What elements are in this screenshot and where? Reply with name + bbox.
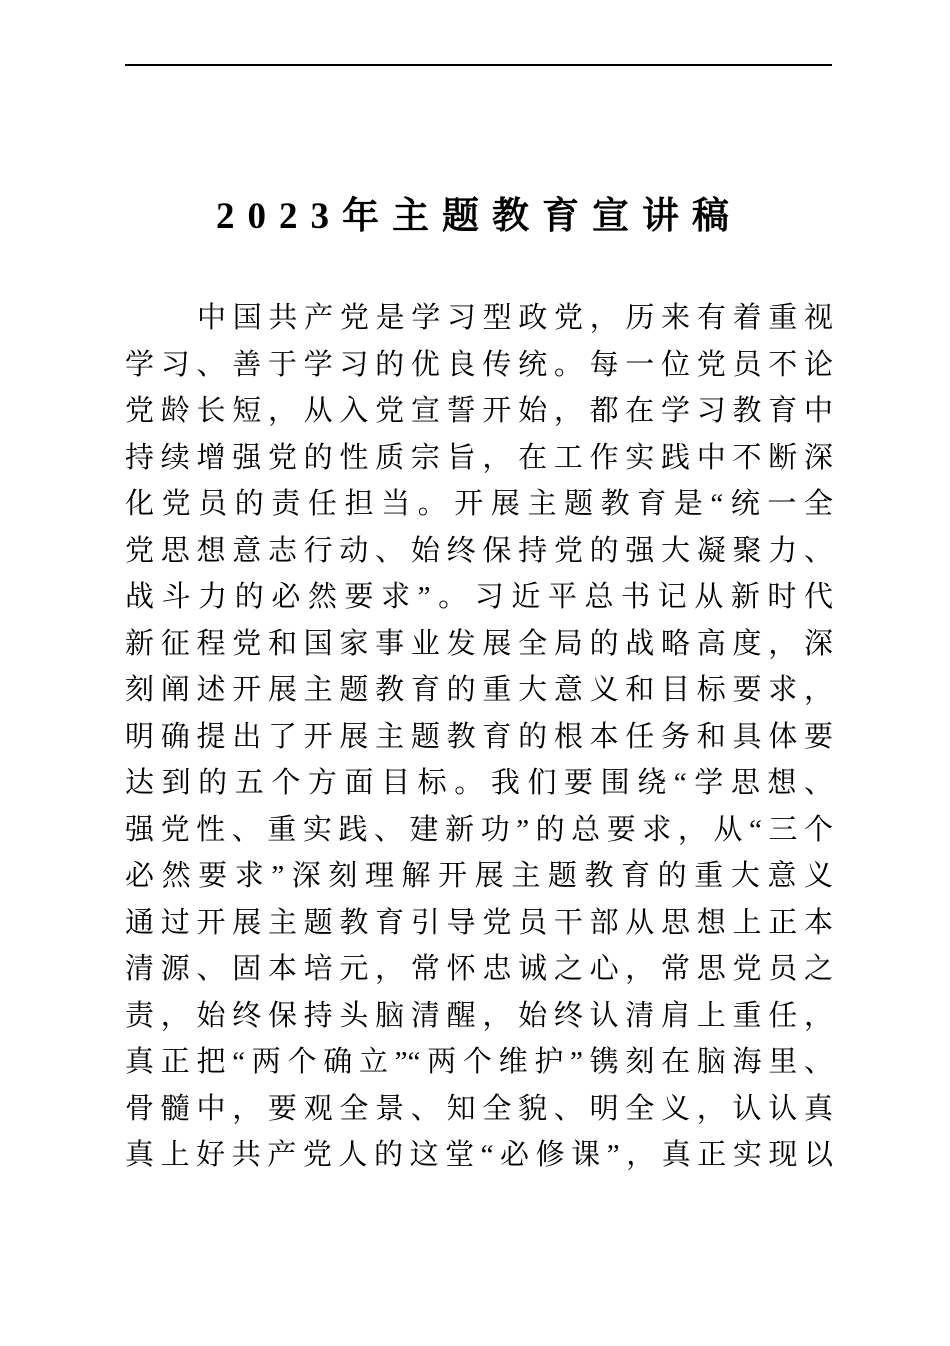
paragraph-line: 达到的五个方面目标。我们要围绕“学思想、	[125, 767, 833, 799]
paragraph-line: 骨髓中，要观全景、知全貌、明全义，认认真	[125, 1092, 833, 1125]
document-title: 2023年主题教育宣讲稿	[216, 196, 742, 237]
paragraph-line: 真正把“两个确立”“两个维护”镌刻在脑海里、	[125, 1046, 833, 1078]
paragraph-line: 战斗力的必然要求”。习近平总书记从新时代	[125, 581, 833, 613]
paragraph-line: 化党员的责任担当。开展主题教育是“统一全	[125, 488, 833, 520]
paragraph-line: 党龄长短，从入党宣誓开始，都在学习教育中	[125, 395, 833, 427]
paragraph-line: 必然要求”深刻理解开展主题教育的重大意义	[125, 860, 833, 892]
document-body	[125, 295, 833, 1179]
paragraph-line: 责，始终保持头脑清醒，始终认清肩上重任，	[125, 999, 833, 1032]
header-divider	[125, 64, 832, 66]
paragraph-line: 强党性、重实践、建新功”的总要求，从“三个	[125, 813, 833, 846]
paragraph-line: 党思想意志行动、始终保持党的强大凝聚力、	[125, 534, 833, 567]
paragraph-line: 通过开展主题教育引导党员干部从思想上正本	[125, 906, 833, 939]
paragraph-line: 中国共产党是学习型政党，历来有着重视	[197, 302, 833, 334]
paragraph-line: 学习、善于学习的优良传统。每一位党员不论	[125, 348, 833, 381]
paragraph-line: 持续增强党的性质宗旨，在工作实践中不断深	[125, 441, 833, 474]
paragraph-line: 刻阐述开展主题教育的重大意义和目标要求，	[125, 674, 833, 706]
paragraph-line: 真上好共产党人的这堂“必修课”，真正实现以	[125, 1139, 833, 1171]
paragraph-line: 清源、固本培元，常怀忠诚之心，常思党员之	[125, 953, 833, 985]
paragraph-line: 明确提出了开展主题教育的根本任务和具体要	[125, 720, 833, 753]
paragraph-line: 新征程党和国家事业发展全局的战略高度，深	[125, 627, 833, 660]
